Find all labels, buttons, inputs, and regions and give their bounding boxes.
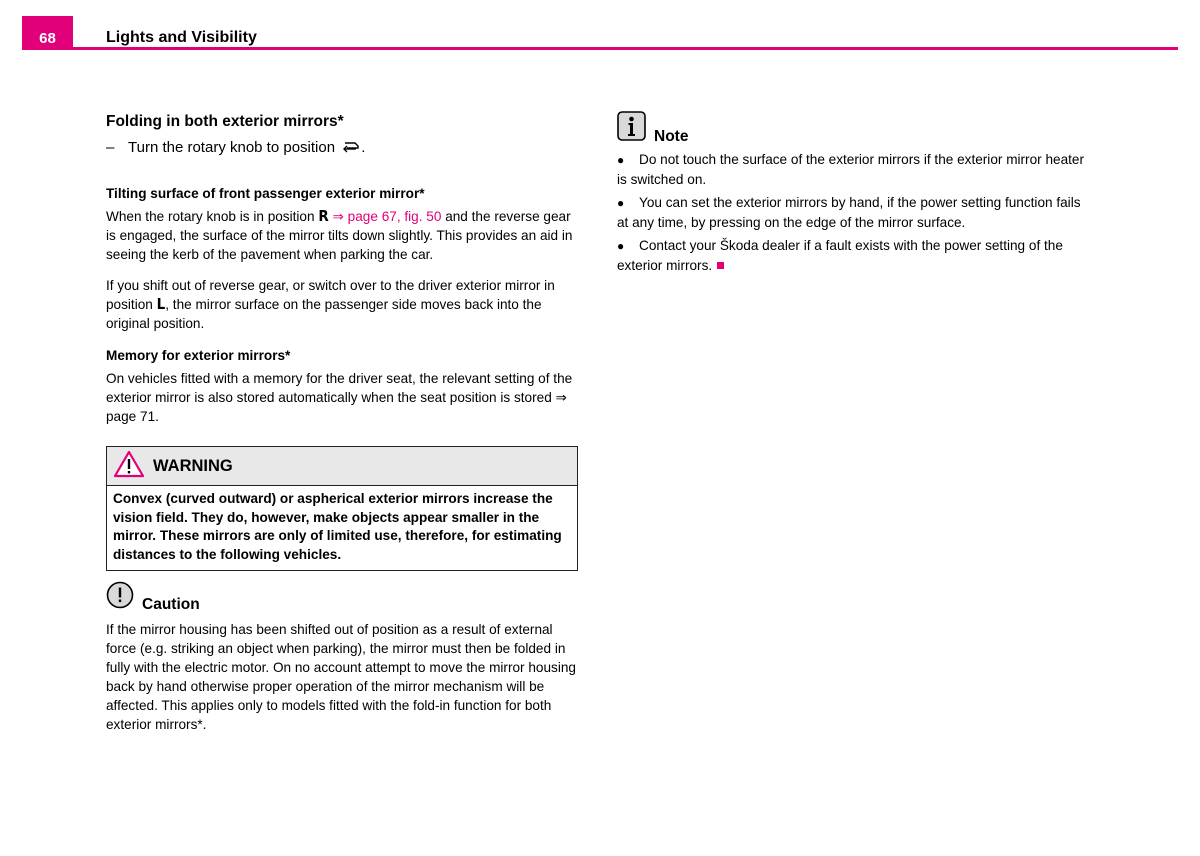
note-item	[617, 193, 1092, 232]
note-text: Do not touch the surface of the exterior mirrors if the exterior mirror heater is switched on.	[617, 152, 1084, 187]
warning-label: WARNING	[153, 456, 233, 475]
tilting-paragraph-2	[106, 276, 578, 333]
bullet-icon: ●	[617, 239, 625, 253]
warning-text: Convex (curved outward) or aspherical exterior mirrors increase the vision field. They do, however, make objects appear smaller in the mirror. These mirrors are only of limited use, therefore, for estimating distances to the following vehicles.	[113, 491, 562, 563]
note-header	[617, 114, 1092, 146]
page-number: 68	[22, 16, 73, 50]
note-item	[617, 236, 1092, 275]
tilting-p2-text-b: , the mirror surface on the passenger side moves back into the original position.	[106, 297, 542, 331]
tilting-title: Tilting surface of front passenger exterior mirror*	[106, 186, 425, 201]
tilting-paragraph-1	[106, 207, 578, 264]
note-label: Note	[654, 128, 689, 145]
right-column	[617, 114, 1092, 279]
exclamation-circle-icon	[106, 581, 134, 614]
section-title: Folding in both exterior mirrors*	[106, 113, 344, 130]
note-item	[617, 150, 1092, 189]
left-position-symbol: L	[156, 295, 166, 313]
caution-text: If the mirror housing has been shifted out of position as a result of external force (e.g. striking an object when parking), the mirror must then be folded in fully with the electric motor. On no account attempt to move the mirror housing back by hand otherwise proper operation of the mirror mechanism will be affected. This applies only to models fitted with the fold-in function for both exterior mirrors*.	[106, 621, 576, 732]
step-text: Turn the rotary knob to position	[128, 139, 336, 156]
step-text-wrap	[128, 138, 365, 161]
memory-paragraph: On vehicles fitted with a memory for the driver seat, the relevant setting of the exterior mirror is also stored automatically when the seat position is stored ⇒ page 71.	[106, 371, 573, 424]
note-text: You can set the exterior mirrors by hand, if the power setting function fails at any time, by pressing on the edge of the mirror surface.	[617, 195, 1081, 230]
instruction-step	[106, 138, 578, 161]
tilting-p1-text-b: and the reverse gear is engaged, the surface of the mirror tilts down slightly. This provides an aid in seeing the kerb of the pavement when parking the car.	[106, 209, 573, 262]
warning-header	[107, 447, 577, 486]
page-header	[22, 16, 1178, 50]
bullet-icon: ●	[617, 153, 625, 167]
reverse-position-symbol: R	[318, 207, 329, 225]
warning-box	[106, 446, 578, 571]
left-column	[106, 110, 578, 734]
step-dash: –	[106, 139, 115, 156]
mirror-fold-position-icon	[343, 139, 361, 161]
bullet-icon: ●	[617, 196, 625, 210]
end-of-section-marker	[717, 262, 724, 269]
warning-triangle-icon	[113, 450, 145, 483]
info-icon	[617, 111, 646, 146]
caution-header	[106, 584, 578, 614]
step-end: .	[361, 139, 366, 156]
tilting-p1-text-a: When the rotary knob is in position	[106, 209, 315, 224]
header-rule	[22, 47, 1178, 50]
chapter-title: Lights and Visibility	[106, 29, 257, 46]
figure-link[interactable]: ⇒ page 67, fig. 50	[332, 209, 442, 224]
memory-title: Memory for exterior mirrors*	[106, 348, 291, 363]
tilting-p2-text-a: If you shift out of reverse gear, or switch over to the driver exterior mirror in position	[106, 278, 555, 312]
note-list	[617, 150, 1092, 275]
note-text: Contact your Škoda dealer if a fault exists with the power setting of the exterior mirrors.	[617, 238, 1063, 273]
caution-label: Caution	[142, 595, 200, 613]
